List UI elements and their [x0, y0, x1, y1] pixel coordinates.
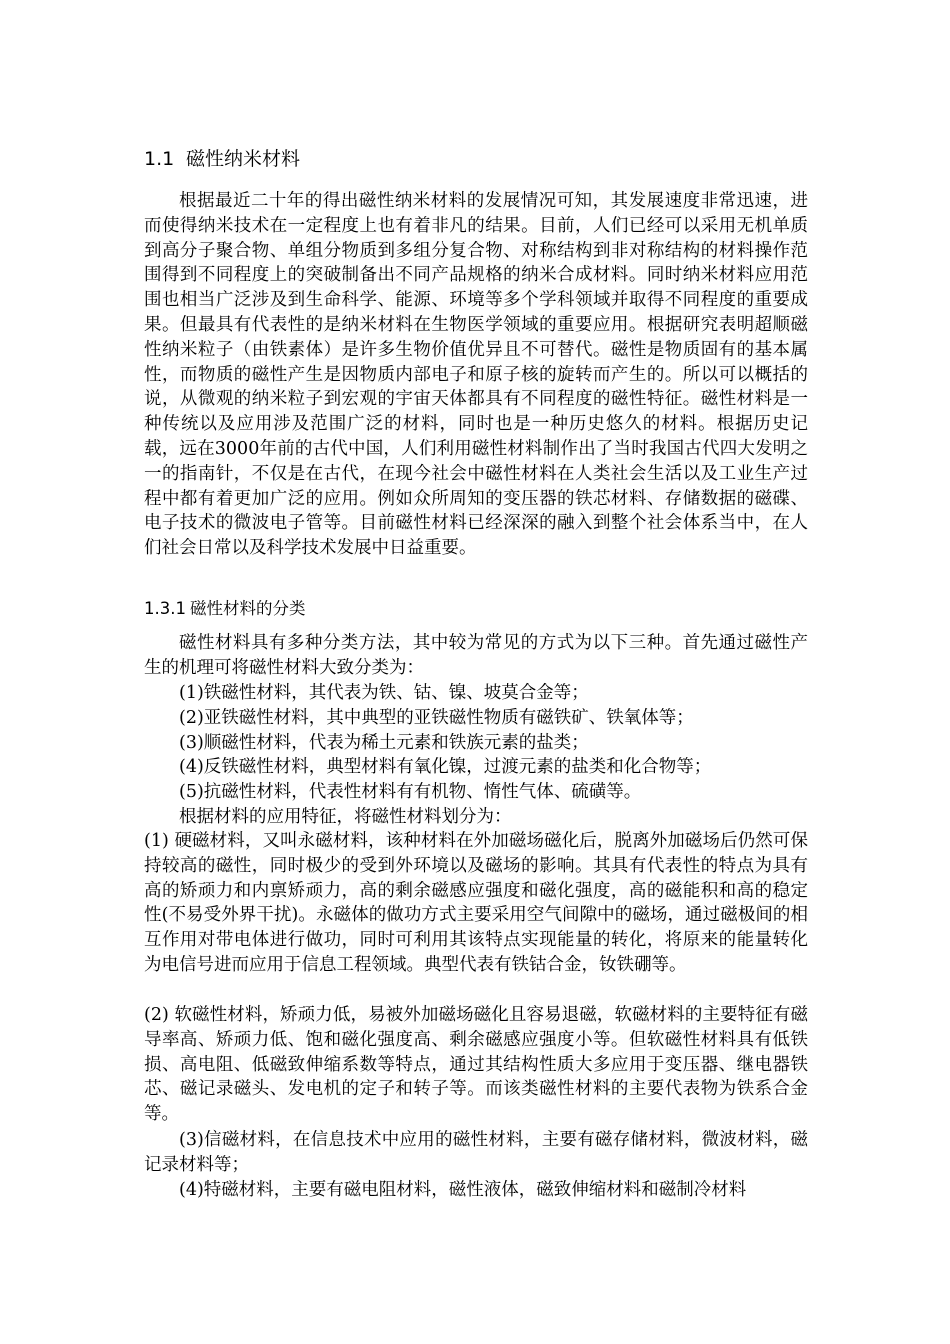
intro2-text: 根据材料的应用特征，将磁性材料划分为：	[179, 806, 512, 827]
paragraph-text: 根据最近二十年的得出磁性纳米材料的发展情况可知，其发展速度非常迅速，进而使得纳米技术在一定程度上也有着非凡的结果。目前，人们已经可以采用无机单质到高分子聚合物、单组分物质到多组分复合物、对称结构到非对称结构的材料操作范围得到不同程度上的突破制备出不同产品规格的纳米合成材料。同时纳米材料应用范围也相当广泛涉及到生命科学、能源、环境等多个学科领域并取得不同程度的重要成果。但最具有代表性的是纳米材料在生物医学领域的重要应用。根据研究表明超顺磁性纳米粒子（由铁素体）是许多生物价值优异且不可替代。磁性是物质固有的基本属性，而物质的磁性产生是因物质内部电子和原子核的旋转而产生的。所以可以概括的说，从微观的纳米粒子到宏观的宇宙天体都具有不同程度的磁性特征。磁性材料是一种传统以及应用涉及范围广泛的材料，同时也是一种历史悠久的材料。根据历史记载，远在3000年前的古代中国，人们利用磁性材料制作出了当时我国古代四大发明之一的指南针，不仅是在古代，在现今社会中磁性材料在人类社会生活以及工业生产过程中都有着更加广泛的应用。例如众所周知的变压器的铁芯材料、存储数据的磁碟、电子技术的微波电子管等。目前磁性材料已经深深的融入到整个社会体系当中，在人们社会日常以及科学技术发展中日益重要。	[144, 191, 808, 559]
section-number: 1.1	[144, 148, 175, 170]
section-title: 磁性纳米材料	[186, 148, 301, 170]
item-text: (3)信磁材料，在信息技术中应用的磁性材料，主要有磁存储材料，微波材料，磁记录材料等；	[144, 1130, 808, 1175]
intro-text: 磁性材料具有多种分类方法，其中较为常见的方式为以下三种。首先通过磁性产生的机理可将磁性材料大致分类为：	[144, 633, 808, 678]
item-text: (1) 硬磁材料，又叫永磁材料，该种材料在外加磁场磁化后，脱离外加磁场后仍然可保持较高的磁性，同时极少的受到外环境以及磁场的影响。其具有代表性的特点为具有高的矫顽力和内禀矫顽力，高的剩余磁感应强度和磁化强度，高的磁能积和高的稳定性(不易受外界干扰)。永磁体的做功方式主要采用空气间隙中的磁场，通过磁极间的相互作用对带电体进行做功，同时可利用其该特点实现能量的转化，将原来的能量转化为电信号进而应用于信息工程领域。典型代表有铁钴合金，钕铁硼等。	[144, 831, 808, 975]
soft-magnetic-item	[144, 1003, 808, 1127]
list-item: (2)亚铁磁性材料，其中典型的亚铁磁性物质有磁铁矿、铁氧体等；	[179, 707, 694, 728]
item-text: (2) 软磁性材料，矫顽力低，易被外加磁场磁化且容易退磁，软磁材料的主要特征有磁导率高、矫顽力低、饱和磁化强度高、剩余磁感应强度小等。但软磁性材料具有低铁损、高电阻、低磁致伸缩系数等特点，通过其结构性质大多应用于变压器、继电器铁芯、磁记录磁头、发电机的定子和转子等。而该类磁性材料的主要代表物为铁系合金等。	[144, 1005, 808, 1125]
subsection-heading	[144, 597, 306, 621]
list-item: (5)抗磁性材料，代表性材料有有机物、惰性气体、硫磺等。	[179, 782, 642, 803]
subsection-title: 磁性材料的分类	[190, 599, 306, 618]
info-magnetic-item	[144, 1128, 808, 1178]
list-item: (3)顺磁性材料，代表为稀土元素和铁族元素的盐类；	[179, 732, 589, 753]
section-heading	[144, 146, 300, 172]
list-item: (1)铁磁性材料，其代表为铁、钴、镍、坡莫合金等；	[179, 683, 589, 703]
section-paragraph	[144, 189, 808, 561]
subsection-intro	[144, 631, 808, 681]
list-item: (4)反铁磁性材料，典型材料有氧化镍，过渡元素的盐类和化合物等；	[179, 757, 712, 778]
item-text: (4)特磁材料，主要有磁电阻材料，磁性液体，磁致伸缩材料和磁制冷材料	[179, 1180, 747, 1200]
special-magnetic-item	[144, 1178, 808, 1203]
mechanism-list	[144, 681, 808, 830]
subsection-number: 1.3.1	[144, 599, 186, 618]
hard-magnetic-item	[144, 829, 808, 978]
